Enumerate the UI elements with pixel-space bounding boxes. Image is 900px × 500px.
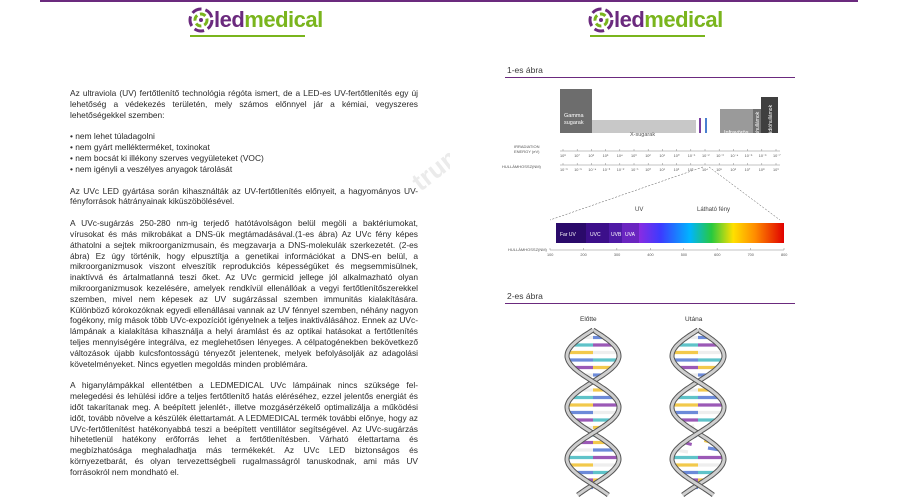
- list-item: • nem igényli a veszélyes anyagok tárolását: [70, 164, 418, 175]
- right-page: [450, 0, 900, 500]
- far-uv-label: Far UV: [560, 232, 576, 238]
- wavelength-axis-tick-label: 10⁻⁶: [560, 168, 568, 172]
- wavelength-axis-tick-label: 10⁻⁴: [588, 168, 597, 172]
- zoom-line-left: [550, 167, 703, 220]
- logo-mark-icon: [188, 7, 214, 33]
- visible-light-label: Látható fény: [697, 207, 731, 213]
- wavelength-axis-tick-label: 10³: [687, 168, 694, 172]
- wavelength-axis-tick-label: 10⁸: [758, 168, 765, 172]
- energy-axis-tick-label: 10²: [645, 154, 651, 158]
- wavelength-axis-tick-label: 10⁹: [773, 168, 779, 172]
- spectrum-axis-tick-label: 600: [714, 253, 721, 257]
- wavelength-axis-tick-label: 10⁰: [645, 168, 651, 172]
- logo-mark-icon: [588, 7, 614, 33]
- dna-after: [672, 330, 724, 495]
- spectrum-axis-tick-label: 200: [580, 253, 587, 257]
- wavelength-axis-tick-label: 10⁷: [744, 168, 751, 172]
- visible-mark: [705, 118, 707, 133]
- logo-text: ledmedical: [614, 7, 723, 32]
- energy-axis-tick-label: 10⁻⁷: [773, 154, 781, 158]
- uva-label: UVA: [625, 232, 635, 238]
- paragraph-uvc-radiation: A UVc-sugárzás 250-280 nm-ig terjedő hatótávolságon belül megöli a baktériumokat, vírusokat és más mikrobákat a DNS-ük megtámadásával.(1-es ábra) Az UVc fény képes áthatolni a sejtek mikroorganizmusain, és megzavarja a DNS-molekulák szerkezetét. (2-es ábra) Ez úgy történik, hogy elpusztítja a genetikai információkat a DNS-en belül, a mikroorganizmusok viszont elveszítik reprodukciós képességüket és megsemmisülnek, inaktívvá és ártalmatlanná teszi őket. Az UVc germicid jellege jól alkalmazható olyan mikroorganizmusok kezelésére, amelyek rendkívül ellenállóak a vegyi fertőtlenítőszerekkel szemben, mivel nem képesek az UV sugárzással szemben immunitás kialakítására. Különböző kórokozóknak egyedi ellenállásai vannak az UV fénnyel szemben, néhány nagyon fogékony, míg mások több UVc-expozíciót igényelnek a teljes inaktiválásához. Ennek az UVc-lámpának a kialakítása kihasználja a helyi áramlást és az optikai hatásokat a fertőtlenítés teljes mennyiségére integrálva, ez meglehetősen lényeges. A célpatogénekben bekövetkező változások újabb kulcsfontosságú tényezőt jelentenek, melyek befolyásolják az adagolási követelményeket. Nincs egyetlen megoldás minden problémára.: [70, 218, 418, 369]
- energy-axis-tick-label: 10⁵: [602, 154, 609, 158]
- energy-axis-tick-label: 10⁷: [574, 154, 580, 158]
- wavelength-axis-tick-label: 10²: [673, 168, 680, 172]
- gamma-label-line1: Gamma: [564, 113, 584, 119]
- wavelength-axis-tick-label: 10⁶: [730, 168, 737, 172]
- paragraph-uvc-led: Az UVc LED gyártása során kihasználták az UV-fertőtlenítés előnyeit, a hagyományos UV-fényforrások hátrányainak kiküszöbölésével.: [70, 185, 418, 207]
- figure-2-title: 2-es ábra: [507, 291, 543, 301]
- brand-logo: [588, 6, 723, 34]
- wavelength-axis-tick-label: 10⁻⁵: [574, 168, 583, 172]
- intro-paragraph: Az ultraviola (UV) fertőtlenítő technológia régóta ismert, de a LED-es UV-fertőtlenítés egy új lehetőség a védekezés területén, mely számos előnnyel jár a kémiai, vegyszeres lehetőségekkel szemben:: [70, 88, 418, 120]
- energy-axis-label-line2: ENERGY (eV): [514, 149, 540, 154]
- spectrum-axis-tick-label: 400: [647, 253, 654, 257]
- before-label: Előtte: [580, 316, 597, 323]
- wavelength-axis-ticks: [560, 163, 779, 172]
- wavelength-axis-tick-label: 10⁵: [716, 168, 723, 172]
- spectrum-axis-tick-label: 500: [680, 253, 688, 257]
- figure-2-divider: [505, 303, 795, 304]
- energy-axis-tick-label: 10⁻¹: [687, 154, 696, 158]
- wavelength-axis-tick-label: 10⁻¹: [631, 168, 639, 172]
- microwave-label: Mikrohullámok: [755, 111, 761, 144]
- energy-axis-ticks: [560, 149, 781, 158]
- energy-axis-tick-label: 10⁻³: [716, 154, 724, 158]
- uvc-label: UVC: [590, 232, 601, 238]
- after-label: Utána: [685, 316, 703, 323]
- xray-label: X-sugarak: [630, 132, 656, 138]
- body-text: [70, 88, 418, 489]
- energy-axis-tick-label: 10⁻²: [702, 154, 710, 158]
- dna-before: [567, 330, 619, 495]
- wavelength-axis-tick-label: 10⁴: [702, 168, 708, 172]
- energy-axis-tick-label: 10⁻⁴: [730, 154, 739, 158]
- energy-axis-tick-label: 10³: [631, 154, 637, 158]
- energy-axis-tick-label: 10⁻⁶: [758, 154, 767, 158]
- energy-axis-tick-label: 10¹: [659, 154, 665, 158]
- energy-axis-tick-label: 10⁴: [616, 154, 623, 158]
- energy-axis-tick-label: 10⁸: [560, 154, 566, 158]
- uv-label: UV: [635, 207, 644, 213]
- energy-axis-label-line1: IRRADIATION: [514, 144, 540, 149]
- figure-1-divider: [505, 77, 795, 78]
- gamma-label-line2: sugarak: [564, 120, 584, 126]
- wavelength-axis-tick-label: 10⁻²: [616, 168, 625, 172]
- top-divider: [40, 0, 450, 2]
- energy-axis-tick-label: 10⁶: [588, 154, 595, 158]
- uvb-label: UVB: [611, 232, 622, 238]
- benefit-list: [70, 131, 418, 174]
- list-item: • nem lehet túladagolni: [70, 131, 418, 142]
- spectrum-axis-ticks: [547, 248, 787, 257]
- logo-underline: [590, 35, 705, 37]
- figure-1-title: 1-es ábra: [507, 65, 543, 75]
- gamma-bar: [560, 89, 592, 133]
- spectrum-figure: [450, 80, 900, 270]
- paragraph-ledmedical: A higanylámpákkal ellentétben a LEDMEDICAL UVc lámpáinak nincs szüksége fel-melegedési és lehülési időre a teljes fertőtlenítő hatás eléréséhez, ezzel jelentős energiát és időt takarítanak meg. A beépített jelenlét-, illetve mozgásérzékelő optimalizálja a működési időt, tovább növelve a készülék élettartamát. A LEDMEDICAL termék további előnye, hogy az UVc-fertőtlenítést hatékonyabbá teszi a beépített ventillátor segítségével. Az UVc-sugárzás hihetetlenül hatékony erőforrás lehet a fertőtlenítésben. Várható élettartama és megbízhatósága meghaladhatja más termékekét. Az UVc LED biztonságos és környezetbarát, és olyan tervezettségbeli rugalmasságról tanuskodnak, ami más UV forrásokról nem mondható el.: [70, 380, 418, 477]
- logo-text: ledmedical: [214, 7, 323, 32]
- radio-label: Rádióhullámok: [768, 104, 774, 138]
- energy-axis-tick-label: 10⁰: [673, 154, 680, 158]
- list-item: • nem bocsát ki illékony szerves vegyületeket (VOC): [70, 153, 418, 164]
- brand-logo: [188, 6, 323, 34]
- wavelength-axis-tick-label: 10¹: [659, 168, 665, 172]
- energy-axis-tick-label: 10⁻⁵: [744, 154, 753, 158]
- spectrum-axis-tick-label: 300: [613, 253, 621, 257]
- logo-underline: [190, 35, 305, 37]
- spectrum-axis-tick-label: 800: [781, 253, 788, 257]
- visible-band: [639, 223, 784, 243]
- spectrum-axis-tick-label: 100: [547, 253, 554, 257]
- top-divider: [450, 0, 858, 2]
- dna-figure: [545, 308, 845, 498]
- wavelength-axis-tick-label: 10⁻³: [602, 168, 611, 172]
- list-item: • nem gyárt mellékterméket, toxinokat: [70, 142, 418, 153]
- infrared-label: Infravörös: [724, 130, 749, 136]
- uv-mark: [699, 118, 701, 133]
- spectrum-axis-label: HULLÁMHOSSZ(NM): [508, 247, 547, 252]
- wavelength-axis-label: HULLÁMHOSSZ(NM): [502, 164, 541, 169]
- spectrum-axis-tick-label: 700: [747, 253, 754, 257]
